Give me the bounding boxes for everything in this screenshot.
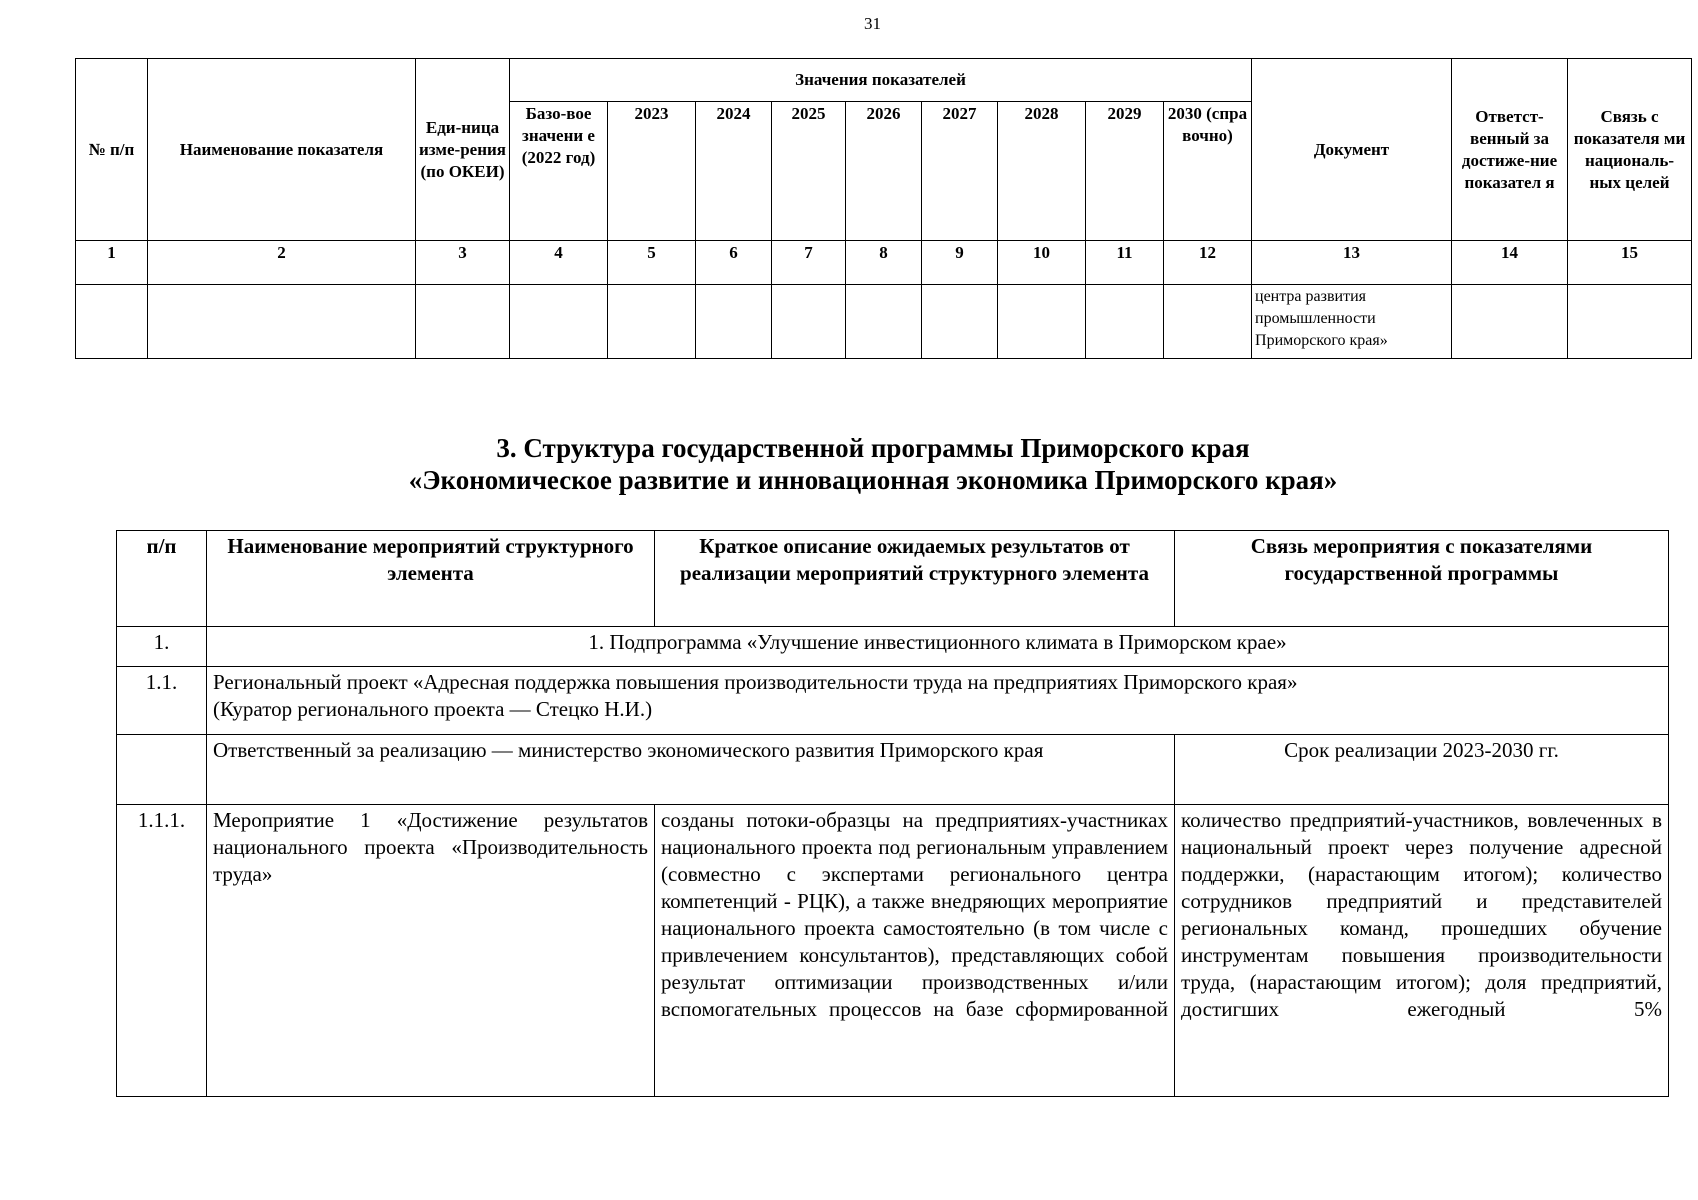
column-number: 12	[1164, 241, 1252, 285]
row-number: 1.1.1.	[117, 805, 207, 1097]
regional-project-row	[117, 667, 1669, 735]
regional-project-cell	[207, 667, 1669, 735]
page-number: 31	[864, 14, 881, 33]
empty-cell	[846, 285, 922, 359]
header-responsible: Ответст-венный за достиже-ние показател я	[1452, 59, 1568, 241]
header-unit: Еди-ница изме-рения (по ОКЕИ)	[416, 59, 510, 241]
subprogram-title: 1. Подпрограмма «Улучшение инвестиционного климата в Приморском крае»	[207, 627, 1669, 667]
column-number: 14	[1452, 241, 1568, 285]
empty-cell	[416, 285, 510, 359]
responsible-row	[117, 735, 1669, 805]
header-num: № п/п	[76, 59, 148, 241]
empty-cell	[1568, 285, 1692, 359]
empty-cell	[922, 285, 998, 359]
header-year-2028: 2028	[998, 102, 1086, 241]
column-number: 5	[608, 241, 696, 285]
column-number: 1	[76, 241, 148, 285]
header-link-national-goals: Связь с показателя ми националь-ных целей	[1568, 59, 1692, 241]
header-link-indicators: Связь мероприятия с показателями государственной программы	[1175, 531, 1669, 627]
column-number: 13	[1252, 241, 1452, 285]
column-number: 8	[846, 241, 922, 285]
row-number: 1.	[117, 627, 207, 667]
column-number: 2	[148, 241, 416, 285]
header-year-2027: 2027	[922, 102, 998, 241]
column-number: 7	[772, 241, 846, 285]
section-heading-line1: 3. Структура государственной программы Приморского края	[496, 433, 1250, 463]
column-number: 15	[1568, 241, 1692, 285]
column-number: 11	[1086, 241, 1164, 285]
header-year-2026: 2026	[846, 102, 922, 241]
structure-header-row	[117, 531, 1669, 627]
document-continued-text: центра развития промышленности Приморского края»	[1252, 285, 1452, 359]
structure-table	[116, 530, 1669, 1097]
header-year-2029: 2029	[1086, 102, 1164, 241]
row-number: 1.1.	[117, 667, 207, 735]
continued-row	[76, 285, 1692, 359]
section-heading-line2: «Экономическое развитие и инновационная экономика Приморского края»	[408, 465, 1338, 495]
regional-project-curator: (Куратор регионального проекта — Стецко Н.И.)	[213, 697, 653, 721]
implementation-term: Срок реализации 2023-2030 гг.	[1175, 735, 1669, 805]
header-document: Документ	[1252, 59, 1452, 241]
column-number: 6	[696, 241, 772, 285]
activity-name: Мероприятие 1 «Достижение результатов национального проекта «Производительность труда»	[207, 805, 655, 1097]
empty-cell	[117, 735, 207, 805]
column-number: 3	[416, 241, 510, 285]
activity-row	[117, 805, 1669, 1097]
empty-cell	[510, 285, 608, 359]
section-heading	[0, 432, 1698, 496]
header-year-2025: 2025	[772, 102, 846, 241]
header-expected-results: Краткое описание ожидаемых результатов от реализации мероприятий структурного элемента	[655, 531, 1175, 627]
regional-project-title: Региональный проект «Адресная поддержка повышения производительности труда на предприятиях Приморского края»	[213, 670, 1298, 694]
empty-cell	[148, 285, 416, 359]
empty-cell	[608, 285, 696, 359]
header-year-2023: 2023	[608, 102, 696, 241]
empty-cell	[696, 285, 772, 359]
header-num: п/п	[117, 531, 207, 627]
responsible-text: Ответственный за реализацию — министерство экономического развития Приморского края	[207, 735, 1175, 805]
subprogram-row	[117, 627, 1669, 667]
header-year-2030: 2030 (спра вочно)	[1164, 102, 1252, 241]
empty-cell	[1086, 285, 1164, 359]
column-number: 10	[998, 241, 1086, 285]
empty-cell	[1164, 285, 1252, 359]
column-number-row	[76, 241, 1692, 285]
header-values-group: Значения показателей	[510, 59, 1252, 102]
column-number: 4	[510, 241, 608, 285]
indicators-table	[75, 58, 1692, 359]
empty-cell	[76, 285, 148, 359]
empty-cell	[772, 285, 846, 359]
header-indicator-name: Наименование показателя	[148, 59, 416, 241]
header-activity-name: Наименование мероприятий структурного элемента	[207, 531, 655, 627]
activity-description: созданы потоки-образцы на предприятиях-участниках национального проекта под региональным управлением (совместно с экспертами регионального центра компетенций - РЦК), а также внедряющих мероприятие национального проекта самостоятельно (в том числе с привлечением консультантов), представляющих собой результат оптимизации производственных и/или вспомогательных процессов на базе сформированной	[655, 805, 1175, 1097]
activity-indicator-link: количество предприятий-участников, вовлеченных в национальный проект через получение адресной поддержки, (нарастающим итогом); количество сотрудников предприятий и представителей региональных команд, прошедших обучение инструментам повышения производительности труда, (нарастающим итогом); доля предприятий, достигших ежегодный 5%	[1175, 805, 1669, 1097]
empty-cell	[1452, 285, 1568, 359]
empty-cell	[998, 285, 1086, 359]
header-base-value: Базо-вое значени е (2022 год)	[510, 102, 608, 241]
header-year-2024: 2024	[696, 102, 772, 241]
column-number: 9	[922, 241, 998, 285]
